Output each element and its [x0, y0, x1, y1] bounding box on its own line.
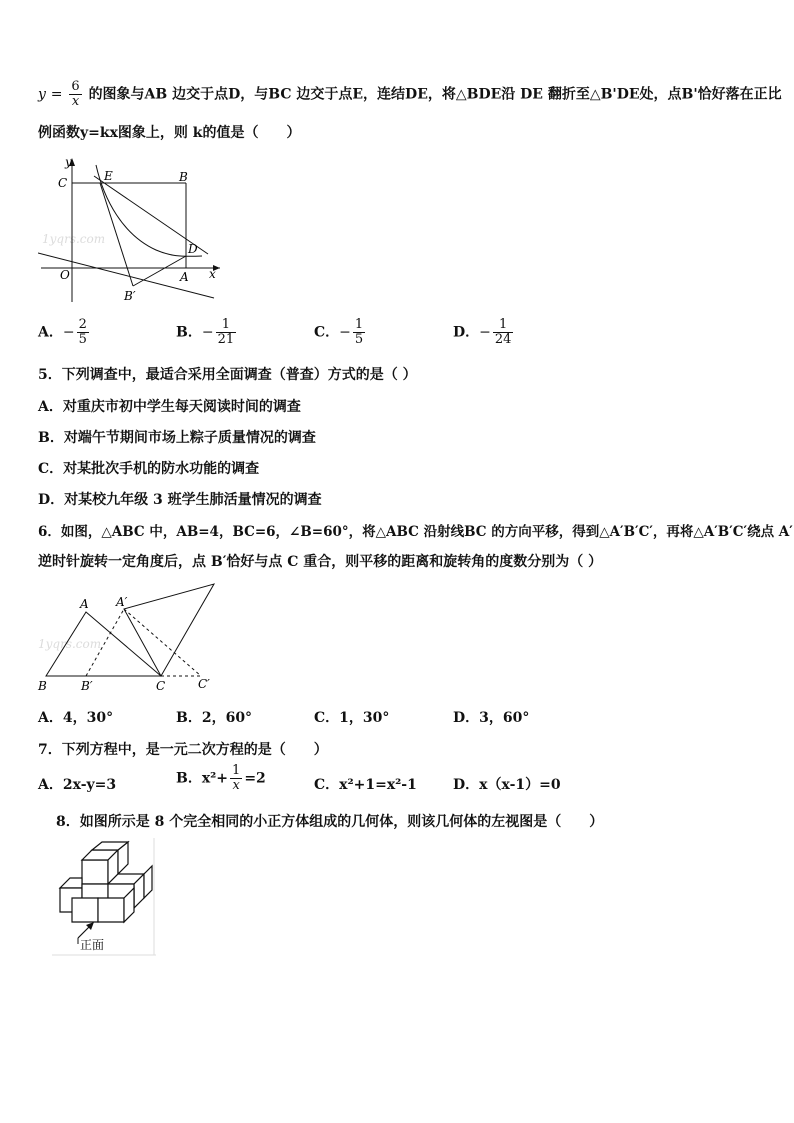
label-a: A — [80, 597, 89, 611]
q5-option-d[interactable]: D．对某校九年级 3 班学生肺活量情况的调查 — [38, 492, 322, 508]
q4-option-b-num: 1 — [221, 317, 230, 332]
q4-option-d-letter: D． — [453, 324, 480, 341]
cube-left-top — [60, 878, 82, 888]
q4-line1-rest: 的图象与AB 边交于点D，与BC 边交于点E，连结DE，将△BDE沿 DE 翻折至△B'DE处，点B'恰好落在正比 — [88, 86, 782, 103]
q4-option-c-sign: − — [339, 324, 351, 341]
label-c: C — [156, 679, 166, 693]
q6-option-a[interactable]: A．4，30° — [38, 710, 114, 726]
q4-option-c[interactable] — [314, 318, 367, 347]
q7-stem: 7．下列方程中，是一元二次方程的是（ ） — [38, 742, 328, 758]
q4-frac-den: x — [69, 94, 81, 109]
cube-top-front — [82, 860, 108, 884]
label-x: x — [209, 267, 216, 281]
q8-figure — [52, 838, 156, 956]
segment-b-prime-d — [133, 256, 186, 286]
label-b-prime: B′ — [81, 679, 93, 693]
q4-text-line1 — [38, 80, 782, 109]
q4-watermark: 1yqrs.com — [42, 232, 106, 246]
q7-option-b-post: =2 — [244, 770, 266, 787]
q4-option-b-den: 21 — [217, 332, 235, 347]
q6-option-c[interactable]: C．1，30° — [314, 710, 390, 726]
q5-option-c[interactable]: C．对某批次手机的防水功能的调查 — [38, 461, 260, 477]
q4-option-c-den: 5 — [354, 332, 364, 347]
q4-option-b-letter: B． — [176, 324, 202, 341]
q4-option-b-sign: − — [201, 324, 214, 341]
q8-stem: 8．如图所示是 8 个完全相同的小正方体组成的几何体，则该几何体的左视图是（ ） — [56, 814, 604, 830]
label-c: C — [58, 176, 68, 190]
label-b: B — [38, 679, 47, 693]
q4-figure — [38, 150, 228, 305]
label-c-prime: C′ — [198, 677, 210, 691]
q4-eq-y: y — [38, 86, 46, 103]
q4-text-line2: 例函数y=kx图象上，则 k的值是（ ） — [38, 125, 301, 141]
label-y: y — [65, 155, 72, 169]
q7-option-a[interactable]: A．2x-y=3 — [38, 777, 117, 793]
q4-option-d-num: 1 — [499, 317, 508, 332]
q5-option-a[interactable]: A．对重庆市初中学生每天阅读时间的调查 — [38, 399, 301, 415]
q6-option-b[interactable]: B．2，60° — [176, 710, 253, 726]
q6-option-d[interactable]: D．3，60° — [453, 710, 530, 726]
label-o: O — [60, 268, 70, 282]
q4-frac-num: 6 — [71, 79, 80, 94]
q7-option-b[interactable] — [176, 764, 266, 793]
q4-option-b[interactable] — [176, 318, 238, 347]
label-e: E — [104, 169, 113, 183]
cube-front-1 — [72, 898, 98, 922]
q6-figure — [36, 582, 226, 694]
label-d: D — [188, 242, 198, 256]
q5-option-b[interactable]: B．对端午节期间市场上粽子质量情况的调查 — [38, 430, 316, 446]
q6-text-line2: 逆时针旋转一定角度后，点 B′恰好与点 C 重合，则平移的距离和旋转角的度数分别为（ ） — [38, 554, 603, 570]
q6-watermark: 1yqrs.com — [38, 637, 102, 651]
q4-option-c-letter: C． — [314, 324, 340, 341]
label-a: A — [180, 270, 189, 284]
q4-fraction — [69, 80, 81, 109]
q4-option-b-fraction — [216, 318, 237, 347]
q4-option-d-den: 24 — [494, 332, 512, 347]
q4-option-a-fraction — [77, 318, 89, 347]
q4-option-a-sign: − — [62, 324, 75, 341]
q7-option-b-den: x — [230, 778, 242, 793]
q4-option-a[interactable] — [38, 318, 91, 347]
label-b-prime: B′ — [124, 289, 136, 303]
q5-stem: 5．下列调查中，最适合采用全面调查（普查）方式的是（ ） — [38, 367, 417, 383]
q7-option-c[interactable]: C．x²+1=x²-1 — [314, 777, 417, 793]
q4-option-a-letter: A． — [38, 324, 63, 341]
q7-option-d[interactable]: D．x（x-1）=0 — [453, 777, 561, 793]
triangle-rotated — [124, 584, 214, 676]
q4-option-d[interactable] — [453, 318, 515, 347]
q4-eq-equals: = — [50, 86, 63, 103]
q4-option-a-num: 2 — [78, 317, 87, 332]
label-a-prime: A′ — [116, 595, 128, 609]
q4-option-c-num: 1 — [354, 317, 364, 332]
q4-option-c-fraction — [353, 318, 365, 347]
q6-text-line1: 6．如图，△ABC 中，AB=4，BC=6，∠B=60°，将△ABC 沿射线BC 的方向平移，得到△A′B′C′，再将△A′B′C′绕点 A′ — [38, 524, 793, 540]
dashed-a-prime-c-prime — [124, 609, 201, 676]
cube-front-2 — [98, 898, 124, 922]
q7-option-b-pre: B．x²+ — [176, 770, 229, 787]
q8-front-label: 正面 — [80, 938, 105, 952]
cube-group — [60, 842, 152, 922]
q7-option-b-num: 1 — [232, 763, 241, 778]
q4-option-d-fraction — [493, 318, 514, 347]
q7-option-b-fraction — [230, 764, 242, 793]
label-b: B — [179, 170, 188, 184]
cube-right-side — [144, 866, 152, 898]
q4-option-d-sign: − — [479, 324, 491, 341]
q4-option-a-den: 5 — [78, 332, 87, 347]
